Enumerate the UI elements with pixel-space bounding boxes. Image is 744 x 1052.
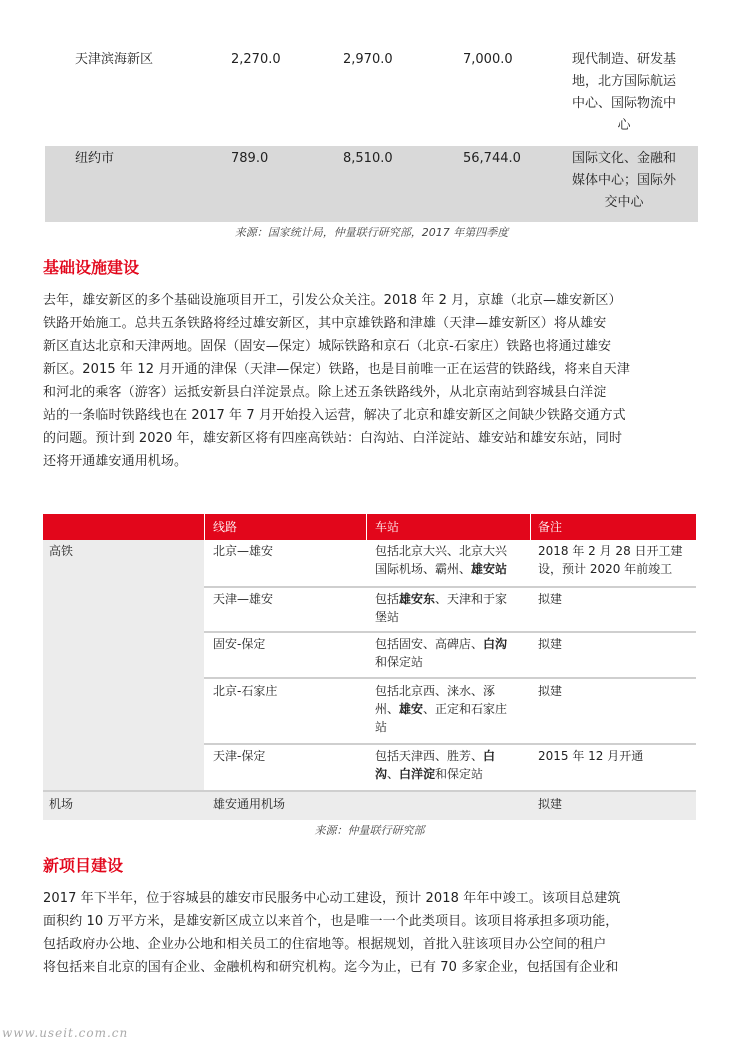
- station-line: 站: [375, 720, 388, 734]
- watermark: www.useit.com.cn: [2, 1026, 129, 1040]
- station-line: 包括北京西、涞水、涿: [375, 684, 496, 698]
- group-column-hsr: [43, 540, 204, 790]
- section-title-infrastructure: 基础设施建设: [43, 258, 140, 277]
- row-divider: [204, 677, 696, 679]
- station-highlight: 白: [483, 749, 496, 763]
- station-text: 、: [387, 767, 400, 781]
- airport-row-bg: [43, 792, 696, 820]
- infrastructure-paragraph: [43, 289, 703, 473]
- paragraph-line: 去年，雄安新区的多个基础设施项目开工，引发公众关注。2018 年 2 月，京雄（北京—雄安新区）: [43, 293, 622, 308]
- region-name: 天津滨海新区: [75, 52, 154, 67]
- station-line: [375, 590, 507, 608]
- station-line: 堡站: [375, 610, 400, 624]
- row-note: 2015 年 12 月开通: [538, 749, 644, 763]
- station-text: 州、: [375, 702, 400, 716]
- header-station: 车站: [375, 520, 400, 534]
- region-description: [560, 148, 688, 214]
- paragraph-line: 将包括来自北京的国有企业、金融机构和研究机构。迄今为止，已有 70 多家企业，包括国有企业和: [43, 960, 619, 975]
- station-text: 、天津和于家: [435, 592, 508, 606]
- desc-line: 国际文化、金融和: [571, 151, 676, 166]
- row-divider: [204, 631, 696, 633]
- region-description: [560, 49, 688, 137]
- paragraph-line: 2017 年下半年，位于容城县的雄安市民服务中心动工建设，预计 2018 年年中竣工。该项目总建筑: [43, 891, 621, 906]
- rail-table: [43, 514, 696, 820]
- table-row-new-york: [45, 146, 698, 222]
- value-3: 56,744.0: [463, 151, 521, 166]
- paragraph-line: 新区直达北京和天津两地。固保（固安—保定）城际铁路和京石（北京-石家庄）铁路也将通过雄安: [43, 339, 612, 354]
- row-stations: [375, 635, 507, 671]
- station-line: [375, 560, 507, 578]
- station-text: 和保定站: [435, 767, 484, 781]
- row-note: 拟建: [538, 637, 563, 651]
- row-divider: [204, 743, 696, 745]
- group-airport-label: 机场: [49, 797, 74, 811]
- station-line: [375, 765, 495, 783]
- value-1: 2,270.0: [231, 52, 281, 67]
- row-note: [538, 542, 683, 578]
- paragraph-line: 面积约 10 万平方米，是雄安新区成立以来首个，也是唯一一个此类项目。该项目将承担多项功能，: [43, 914, 619, 929]
- header-divider: [366, 514, 367, 540]
- row-line: 天津-保定: [213, 749, 266, 763]
- group-hsr-label: 高铁: [49, 544, 74, 558]
- paragraph-line: 包括政府办公地、企业办公地和相关员工的住宿地等。根据规划，首批入驻该项目办公空间的租户: [43, 937, 607, 952]
- row-line: 北京—雄安: [213, 544, 274, 558]
- value-2: 2,970.0: [343, 52, 393, 67]
- row-line: 固安-保定: [213, 637, 266, 651]
- station-line: [375, 747, 495, 765]
- station-text: 包括: [375, 592, 400, 606]
- paragraph-line: 站的一条临时铁路线也在 2017 年 7 月开始投入运营，解决了北京和雄安新区之间缺少铁路交通方式: [43, 408, 626, 423]
- station-line: [375, 635, 507, 653]
- station-highlight: 雄安东: [399, 592, 436, 606]
- paragraph-line: 和河北的乘客（游客）运抵安新县白洋淀景点。除上述五条铁路线外，从北京南站到容城县白洋淀: [43, 385, 607, 400]
- station-highlight: 白沟: [483, 637, 508, 651]
- desc-line: 媒体中心；国际外: [571, 173, 676, 188]
- row-stations: [375, 747, 495, 783]
- paragraph-line: 新区。2015 年 12 月开通的津保（天津—保定）铁路，也是目前唯一正在运营的铁路线，将来自天津: [43, 362, 630, 377]
- station-text: 、正定和石家庄: [423, 702, 508, 716]
- station-text: 国际机场、霸州、: [375, 562, 472, 576]
- row-divider: [43, 790, 696, 792]
- row-stations: [375, 590, 507, 626]
- rail-table-source: 来源：仲量联行研究部: [314, 824, 425, 837]
- desc-line: 地，北方国际航运: [571, 74, 676, 89]
- airport-note: 拟建: [538, 797, 563, 811]
- value-2: 8,510.0: [343, 151, 393, 166]
- row-note: 拟建: [538, 684, 563, 698]
- table-source: 来源：国家统计局，仲量联行研究部，2017 年第四季度: [234, 226, 509, 239]
- row-stations: [375, 542, 507, 578]
- station-line: 和保定站: [375, 655, 424, 669]
- paragraph-line: 的问题。预计到 2020 年，雄安新区将有四座高铁站：白沟站、白洋淀站、雄安站和雄安东站，同时: [43, 431, 623, 446]
- header-line: 线路: [213, 520, 238, 534]
- header-divider: [530, 514, 531, 540]
- note-line: 设，预计 2020 年前竣工: [538, 562, 673, 576]
- desc-line: 中心、国际物流中: [571, 96, 676, 111]
- desc-line: 交中心: [604, 195, 644, 210]
- station-highlight: 白洋淀: [399, 767, 436, 781]
- desc-line: 现代制造、研发基: [571, 52, 676, 67]
- row-line: 天津—雄安: [213, 592, 274, 606]
- station-text: 包括天津西、胜芳、: [375, 749, 484, 763]
- row-divider: [204, 586, 696, 588]
- station-line: 包括北京大兴、北京大兴: [375, 544, 508, 558]
- header-divider: [204, 514, 205, 540]
- paragraph-line: 铁路开始施工。总共五条铁路将经过雄安新区，其中京雄铁路和津雄（天津—雄安新区）将从雄安: [43, 316, 607, 331]
- table-row-tianjin-binhai: [45, 46, 698, 144]
- region-name: 纽约市: [75, 151, 115, 166]
- station-highlight: 雄安站: [471, 562, 508, 576]
- airport-line: 雄安通用机场: [213, 797, 286, 811]
- paragraph-line: 还将开通雄安通用机场。: [43, 454, 188, 469]
- station-highlight: 沟: [375, 767, 388, 781]
- station-highlight: 雄安: [399, 702, 424, 716]
- station-line: [375, 700, 507, 718]
- row-stations: [375, 682, 507, 736]
- header-note: 备注: [538, 520, 563, 534]
- row-line: 北京-石家庄: [213, 684, 278, 698]
- new-projects-paragraph: [43, 887, 703, 979]
- section-title-new-projects: 新项目建设: [43, 856, 124, 875]
- value-1: 789.0: [231, 151, 269, 166]
- row-note: 拟建: [538, 592, 563, 606]
- value-3: 7,000.0: [463, 52, 513, 67]
- note-line: 2018 年 2 月 28 日开工建: [538, 544, 683, 558]
- rail-table-header: [43, 514, 696, 540]
- station-text: 包括固安、高碑店、: [375, 637, 484, 651]
- desc-line: 心: [617, 118, 631, 133]
